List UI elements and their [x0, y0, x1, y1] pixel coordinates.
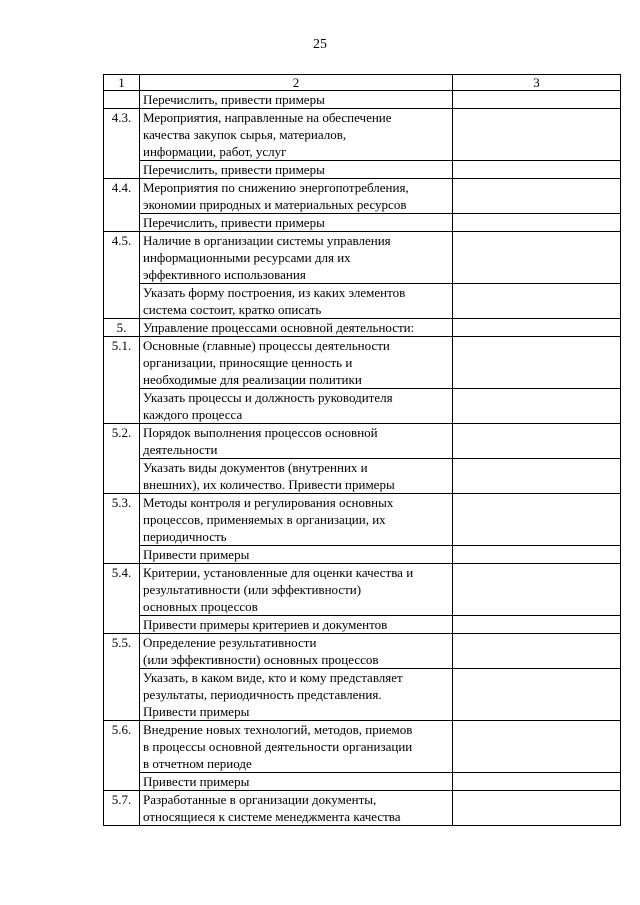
table-body	[104, 75, 621, 826]
header-cell-col-2: 2	[140, 75, 453, 91]
table-row	[104, 721, 621, 773]
answer-cell	[453, 424, 621, 459]
section-number-cell: 4.4.	[104, 179, 140, 232]
table-row	[104, 634, 621, 669]
table-row	[104, 616, 621, 634]
item-text-cell: Определение результативности (или эффективности) основных процессов	[140, 634, 453, 669]
section-number-cell: 5.	[104, 319, 140, 337]
table-row	[104, 284, 621, 319]
answer-cell	[453, 494, 621, 546]
answer-cell	[453, 179, 621, 214]
answer-cell	[453, 389, 621, 424]
answer-cell	[453, 109, 621, 161]
table-row	[104, 459, 621, 494]
table-row	[104, 109, 621, 161]
answer-cell	[453, 214, 621, 232]
item-text-cell: Указать виды документов (внутренних и внешних), их количество. Привести примеры	[140, 459, 453, 494]
answer-cell	[453, 773, 621, 791]
section-number-cell: 5.2.	[104, 424, 140, 494]
item-text-cell: Управление процессами основной деятельности:	[140, 319, 453, 337]
answer-cell	[453, 337, 621, 389]
table-row	[104, 179, 621, 214]
section-number-cell: 5.6.	[104, 721, 140, 791]
table-row	[104, 232, 621, 284]
item-text-cell: Перечислить, привести примеры	[140, 214, 453, 232]
item-text-cell: Порядок выполнения процессов основной деятельности	[140, 424, 453, 459]
page-number: 25	[313, 37, 327, 52]
item-text-cell: Указать, в каком виде, кто и кому представляет результаты, периодичность представления. Привести примеры	[140, 669, 453, 721]
item-text-cell: Разработанные в организации документы, относящиеся к системе менеджмента качества	[140, 791, 453, 826]
table-row	[104, 389, 621, 424]
item-text-cell: Привести примеры критериев и документов	[140, 616, 453, 634]
answer-cell	[453, 161, 621, 179]
answer-cell	[453, 319, 621, 337]
item-text-cell: Перечислить, привести примеры	[140, 161, 453, 179]
item-text-cell: Указать форму построения, из каких элементов система состоит, кратко описать	[140, 284, 453, 319]
header-cell-col-3: 3	[453, 75, 621, 91]
table-row	[104, 91, 621, 109]
table-row	[104, 319, 621, 337]
answer-cell	[453, 616, 621, 634]
item-text-cell: Основные (главные) процессы деятельности организации, приносящие ценность и необходимые для реализации политики	[140, 337, 453, 389]
answer-cell	[453, 91, 621, 109]
answer-cell	[453, 634, 621, 669]
section-number-cell: 5.7.	[104, 791, 140, 826]
item-text-cell: Методы контроля и регулирования основных процессов, применяемых в организации, их периодичность	[140, 494, 453, 546]
item-text-cell: Привести примеры	[140, 773, 453, 791]
item-text-cell: Указать процессы и должность руководителя каждого процесса	[140, 389, 453, 424]
answer-cell	[453, 564, 621, 616]
item-text-cell: Внедрение новых технологий, методов, приемов в процессы основной деятельности организации в отчетном периоде	[140, 721, 453, 773]
section-number-cell: 4.5.	[104, 232, 140, 319]
table-row	[104, 564, 621, 616]
answer-cell	[453, 791, 621, 826]
answer-cell	[453, 669, 621, 721]
section-number-cell: 4.3.	[104, 109, 140, 179]
section-number-cell: 5.1.	[104, 337, 140, 424]
item-text-cell: Мероприятия по снижению энергопотребления, экономии природных и материальных ресурсов	[140, 179, 453, 214]
section-number-cell: 5.3.	[104, 494, 140, 564]
table-row	[104, 161, 621, 179]
answer-cell	[453, 546, 621, 564]
item-text-cell: Критерии, установленные для оценки качества и результативности (или эффективности) основных процессов	[140, 564, 453, 616]
table-row	[104, 669, 621, 721]
section-number-cell	[104, 91, 140, 109]
table-row	[104, 337, 621, 389]
answer-cell	[453, 232, 621, 284]
answer-cell	[453, 459, 621, 494]
item-text-cell: Мероприятия, направленные на обеспечение качества закупок сырья, материалов, информации, работ, услуг	[140, 109, 453, 161]
header-cell-col-1: 1	[104, 75, 140, 91]
answer-cell	[453, 721, 621, 773]
section-number-cell: 5.5.	[104, 634, 140, 721]
table-row	[104, 494, 621, 546]
requirements-table	[103, 74, 621, 826]
item-text-cell: Привести примеры	[140, 546, 453, 564]
table-row	[104, 214, 621, 232]
table-row	[104, 424, 621, 459]
table-row	[104, 546, 621, 564]
table-header-row	[104, 75, 621, 91]
answer-cell	[453, 284, 621, 319]
table-row	[104, 791, 621, 826]
section-number-cell: 5.4.	[104, 564, 140, 634]
item-text-cell: Наличие в организации системы управления информационными ресурсами для их эффективного использования	[140, 232, 453, 284]
item-text-cell: Перечислить, привести примеры	[140, 91, 453, 109]
table-row	[104, 773, 621, 791]
